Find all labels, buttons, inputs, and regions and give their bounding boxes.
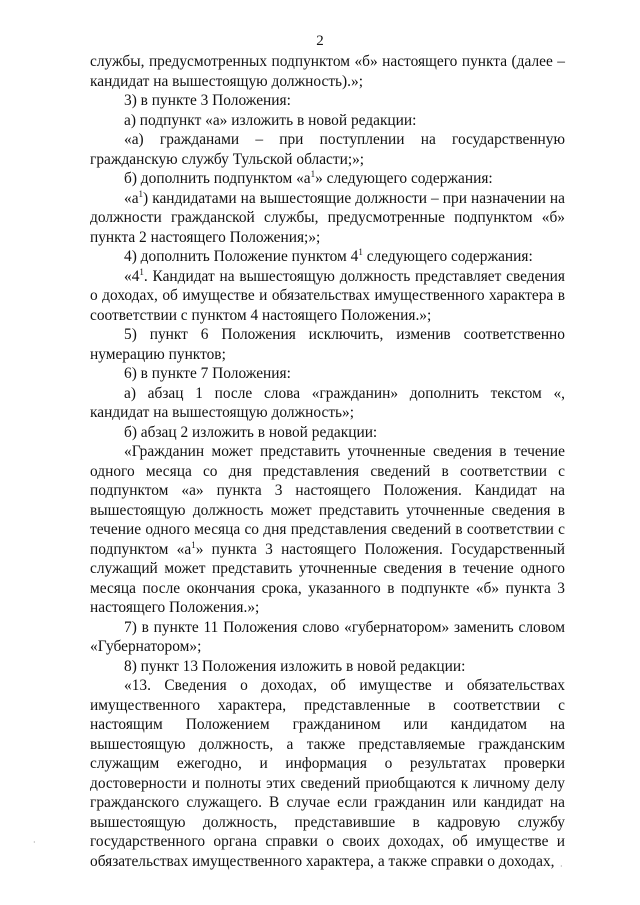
paragraph [90,169,565,189]
paragraph-text: «13. Сведения о доходах, об имуществе и обязательствах имущественного характера, представленные в соответствии с настоящим Положением гражданином или кандидатом на вышестоящую должность, а также представляемые гражданским служащим ежегодно, и информация о результатах проверки достоверности и полноты этих сведений приобщаются к личному делу гражданского служащего. В случае если гражданин или кандидат на вышестоящую должность, представившие в кадровую службу государственного органа справки о своих доходах, об имуществе и обязательствах имущественного характера, а также справки о доходах, [90,677,565,870]
paragraph-text: следующего содержания: [362,248,533,265]
page-number: 2 [316,33,324,49]
paragraph [90,91,565,111]
scan-mark: · [560,862,563,871]
paragraph [90,423,565,443]
paragraph-text: б) абзац 2 изложить в новой редакции: [124,423,378,441]
paragraph-text: «Гражданин может представить уточненные сведения в течение одного месяца со дня представления сведений в соответствии с подпунктом «а» пункта 3 настоящего Положения. Кандидат на вышестоящую должность может представить уточненные сведения в течение одного месяца со дня представления сведений в соответствии с подпунктом «а [90,443,565,558]
paragraph-text: а) абзац 1 после слова «гражданин» дополнить текстом «, кандидат на вышестоящую должность»; [90,384,565,421]
paragraph [90,657,565,677]
paragraph-text: » следующего содержания: [315,170,493,187]
paragraph-text: 4) дополнить Положение пунктом 4 [124,248,359,265]
paragraph-text: 6) в пункте 7 Положения: [124,365,291,382]
paragraph [90,325,565,364]
document-body [90,52,565,871]
paragraph [90,676,565,871]
paragraph-text: «а [124,189,139,207]
paragraph [90,189,565,248]
paragraph-text: 5) пункт 6 Положения исключить, изменив соответственно нумерацию пунктов; [90,326,565,363]
paragraph [90,247,565,267]
superscript: 1 [138,188,144,199]
paragraph-text: «а) гражданами – при поступлении на государственную гражданскую службу Тульской области;»; [90,131,565,168]
paragraph-text: «4 [124,267,140,285]
paragraph [90,384,565,423]
paragraph-text: 8) пункт 13 Положения изложить в новой редакции: [124,657,466,675]
superscript: 1 [310,168,316,179]
paragraph-text: . Кандидат на вышестоящую должность представляет сведения о доходах, об имуществе и обязательствах имущественного характера в соответствии с пунктом 4 настоящего Положения.»; [90,267,565,324]
paragraph [90,52,565,91]
paragraph-text: 3) в пункте 3 Положения: [124,92,291,109]
superscript: 1 [358,246,363,257]
superscript: 1 [191,539,196,550]
scan-mark: · [33,838,36,847]
superscript: 1 [139,266,144,277]
paragraph [90,442,565,618]
paragraph [90,111,565,131]
paragraph [90,267,565,326]
paragraph [90,130,565,169]
paragraph [90,364,565,384]
paragraph-text: » пункта 3 настоящего Положения. Государственный служащий может представить уточненные сведения в течение одного месяца после окончания срока, указанного в подпункте «б» пункта 3 настоящего Положения.»; [90,540,565,616]
paragraph-text: б) дополнить подпунктом «а [124,170,311,187]
paragraph-text: ) кандидатами на вышестоящие должности – при назначении на должности гражданской службы, предусмотренные подпунктом «б» пункта 2 настоящего Положения;»; [90,189,565,246]
paragraph [90,618,565,657]
paragraph-text: службы, предусмотренных подпунктом «б» настоящего пункта (далее – кандидат на вышестоящую должность).»; [90,53,565,90]
paragraph-text: а) подпункт «а» изложить в новой редакции: [124,111,417,129]
paragraph-text: 7) в пункте 11 Положения слово «губернатором» заменить словом «Губернатором»; [90,618,565,655]
